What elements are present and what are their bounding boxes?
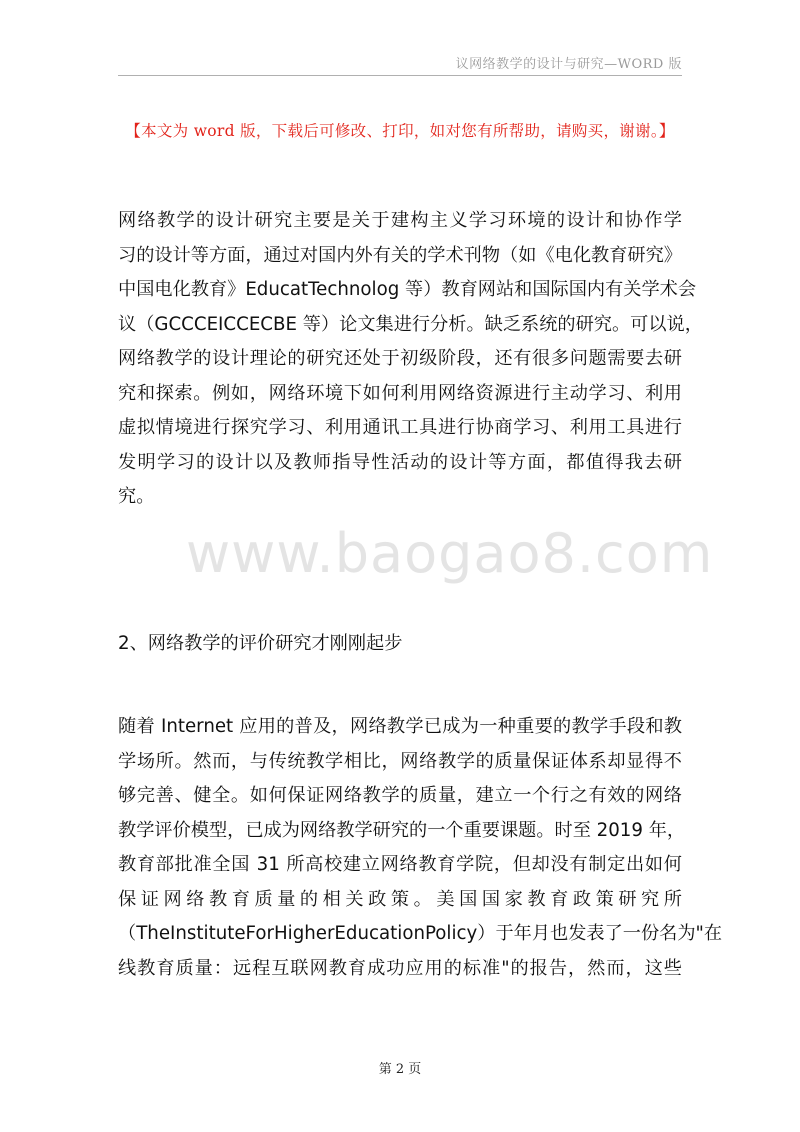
paragraph-line: 学场所。然而，与传统教学相比，网络教学的质量保证体系却显得不	[118, 750, 682, 772]
paragraph-line: 随着 Internet 应用的普及，网络教学已成为一种重要的教学手段和教	[118, 716, 682, 737]
paragraph-line: 究。	[118, 486, 155, 507]
header-rule	[118, 75, 682, 76]
paragraph-line: 习的设计等方面，通过对国内外有关的学术刊物（如《电化教育研究》	[118, 244, 682, 266]
paragraph-line: 中国电化教育》EducatTechnolog 等）教育网站和国际国内有关学术会	[118, 279, 697, 300]
body-paragraph-1	[118, 204, 703, 515]
paragraph-line: 线教育质量：远程互联网教育成功应用的标准"的报告，然而，这些	[118, 957, 682, 979]
page-number: 第 2 页	[378, 1062, 422, 1077]
paragraph-line: 保证网络教育质量的相关政策。美国国家教育政策研究所	[118, 888, 682, 910]
paragraph-line: 教育部批准全国 31 所高校建立网络教育学院，但却没有制定出如何	[118, 854, 682, 875]
paragraph-line: （TheInstituteForHigherEducationPolicy）于年月也发表了一份名为"在	[118, 923, 723, 944]
paragraph-line: 网络教学的设计研究主要是关于建构主义学习环境的设计和协作学	[118, 210, 682, 231]
body-paragraph-2	[118, 710, 723, 986]
paragraph-line: 究和探索。例如，网络环境下如何利用网络资源进行主动学习、利用	[118, 382, 682, 404]
section-heading-text: 2、网络教学的评价研究才刚刚起步	[118, 633, 403, 654]
paragraph-line: 发明学习的设计以及教师指导性活动的设计等方面，都值得我去研	[118, 451, 682, 473]
section-heading	[118, 627, 682, 662]
paragraph-line: 够完善、健全。如何保证网络教学的质量，建立一个行之有效的网络	[118, 785, 682, 806]
paragraph-line: 虚拟情境进行探究学习、利用通讯工具进行协商学习、利用工具进行	[118, 417, 682, 438]
purchase-notice: 【本文为 word 版，下载后可修改、打印，如对您有所帮助，请购买，谢谢。】	[125, 122, 675, 140]
header-title: 议网络教学的设计与研究—WORD 版	[455, 57, 682, 72]
watermark: www.baogao8.com	[186, 522, 714, 585]
paragraph-line: 议（GCCCEICCECBE 等）论文集进行分析。缺乏系统的研究。可以说，	[118, 313, 703, 335]
paragraph-line: 网络教学的设计理论的研究还处于初级阶段，还有很多问题需要去研	[118, 348, 682, 369]
paragraph-line: 教学评价模型，已成为网络教学研究的一个重要课题。时至 2019 年，	[118, 819, 686, 841]
